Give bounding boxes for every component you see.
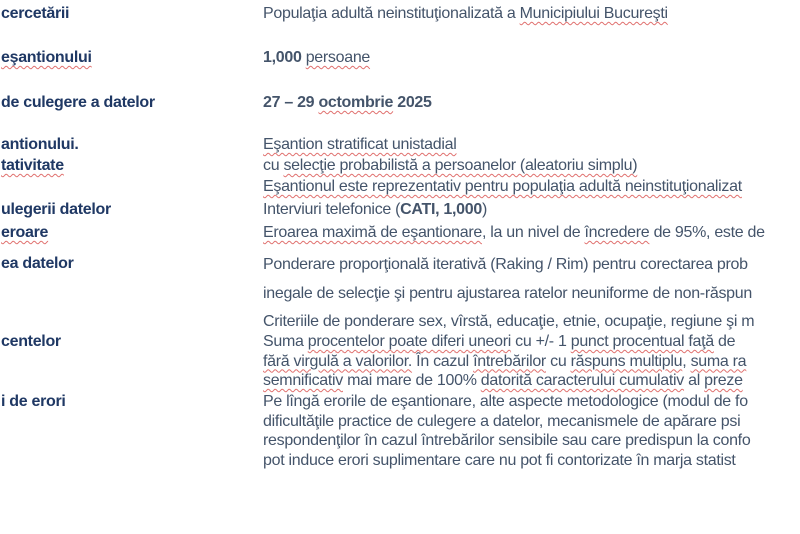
seg-wavy: fără virgulă a valorilor. bbox=[263, 352, 413, 370]
row-sample-type-value bbox=[263, 134, 742, 197]
label-text: de culegere a datelor bbox=[1, 94, 155, 111]
label-text: centelor bbox=[1, 333, 61, 350]
row-error-label bbox=[1, 221, 48, 244]
row-error-value bbox=[263, 221, 765, 244]
value-seg4: de 95%, este de bbox=[649, 224, 765, 241]
value-line-2-pre: cu bbox=[263, 157, 284, 174]
seg-wavy: semnificativ bbox=[263, 372, 343, 389]
row-period-label bbox=[1, 92, 155, 113]
row-universe-value bbox=[263, 3, 668, 24]
value-seg1: Eroarea maximă de eşantionare bbox=[263, 224, 482, 241]
seg: cu +/- 1 bbox=[511, 333, 571, 350]
value-line-3: Eşantionul este reprezentativ pentru populaţia adultă neinstituţionalizat bbox=[263, 178, 742, 195]
value-line-1 bbox=[263, 332, 746, 352]
value-line-2-wavy: selecţie probabilistă a persoanelor (aleatoriu simplu) bbox=[283, 157, 638, 174]
value-bold: 1,000 bbox=[263, 49, 302, 66]
value-text: 2025 bbox=[393, 94, 432, 111]
row-weighting-label bbox=[1, 253, 74, 274]
value-line-2: inegale de selecţie şi pentru ajustarea ratelor neuniforme de non-răspun bbox=[263, 284, 752, 302]
label-line-2: tativitate bbox=[1, 157, 64, 174]
misspelled-text: persoane bbox=[305, 49, 371, 66]
seg: , bbox=[682, 352, 691, 370]
seg-wavy: răspuns multiplu bbox=[570, 352, 683, 370]
seg: cu bbox=[545, 352, 571, 370]
seg: mai mare de 100% bbox=[342, 372, 481, 389]
row-universe-label bbox=[1, 3, 69, 24]
row-percent-sum-value bbox=[263, 332, 746, 391]
seg-wavy: datorită caracterului cumulativ bbox=[480, 372, 685, 389]
seg-wavy: suma ra bbox=[690, 352, 747, 370]
seg: al bbox=[684, 372, 705, 389]
label-text: i de erori bbox=[1, 393, 66, 410]
value-line-2: dificultăţile practice de culegere a datelor, mecanismele de apărare psi bbox=[263, 412, 741, 430]
seg-wavy: întrebărilor bbox=[473, 352, 546, 370]
seg-wavy: punct procentual faţă bbox=[570, 333, 714, 350]
value-line-2 bbox=[263, 352, 746, 372]
value-text: 27 – 29 bbox=[263, 94, 319, 111]
row-percent-sum-label bbox=[1, 332, 61, 352]
value-text: Populaţia adultă neinstituţionalizată a bbox=[263, 5, 520, 22]
seg: Suma bbox=[263, 333, 308, 350]
row-other-errors-value bbox=[263, 392, 750, 470]
seg: În cazul bbox=[412, 352, 474, 370]
misspelled-text: Municipiului Bucureşti bbox=[519, 5, 668, 22]
row-method-label bbox=[1, 198, 111, 221]
row-period-value bbox=[263, 92, 432, 113]
label-text: ulegerii datelor bbox=[1, 201, 111, 218]
label-text: eroare bbox=[1, 224, 49, 241]
value-line-3 bbox=[263, 371, 746, 391]
value-line-3: Criteriile de ponderare sex, vîrstă, educaţie, etnie, ocupaţie, regiune şi m bbox=[263, 313, 755, 330]
value-line-1: Eşantion stratificat unistadial bbox=[263, 136, 457, 153]
value-seg3: încredere bbox=[584, 224, 650, 241]
value-line-3: respondenţilor în cazul întrebărilor sensibile sau care predispun la confo bbox=[263, 432, 751, 449]
row-sample-size-value bbox=[263, 47, 370, 68]
value-pre: Interviuri telefonice ( bbox=[263, 201, 401, 218]
label-text: ea datelor bbox=[1, 255, 74, 272]
row-sample-type-label bbox=[1, 134, 79, 176]
row-method-value bbox=[263, 198, 487, 221]
value-line-4: pot induce erori suplimentare care nu pot fi contorizate în marja statist bbox=[263, 451, 736, 469]
row-sample-size-label bbox=[1, 47, 92, 68]
label-text: cercetării bbox=[1, 5, 70, 22]
misspelled-text: octombrie bbox=[318, 94, 394, 111]
value-line-1: Ponderare proporţională iterativă (Raking / Rim) pentru corectarea prob bbox=[263, 256, 748, 273]
seg: de bbox=[713, 333, 736, 350]
row-weighting-value bbox=[263, 251, 754, 337]
label-line-1: antionului. bbox=[1, 136, 79, 153]
value-line-1: Pe lîngă erorile de eşantionare, alte aspecte metodologice (modul de fo bbox=[263, 393, 748, 410]
value-post: ) bbox=[481, 201, 487, 218]
label-text: eşantionului bbox=[1, 49, 92, 66]
value-seg2: , la un nivel de bbox=[481, 224, 585, 241]
seg-wavy: procentelor poate diferi uneori bbox=[307, 333, 512, 350]
seg-wavy: preze bbox=[704, 372, 743, 389]
value-bold: CATI, 1,000 bbox=[400, 201, 482, 218]
row-other-errors-label bbox=[1, 392, 66, 412]
